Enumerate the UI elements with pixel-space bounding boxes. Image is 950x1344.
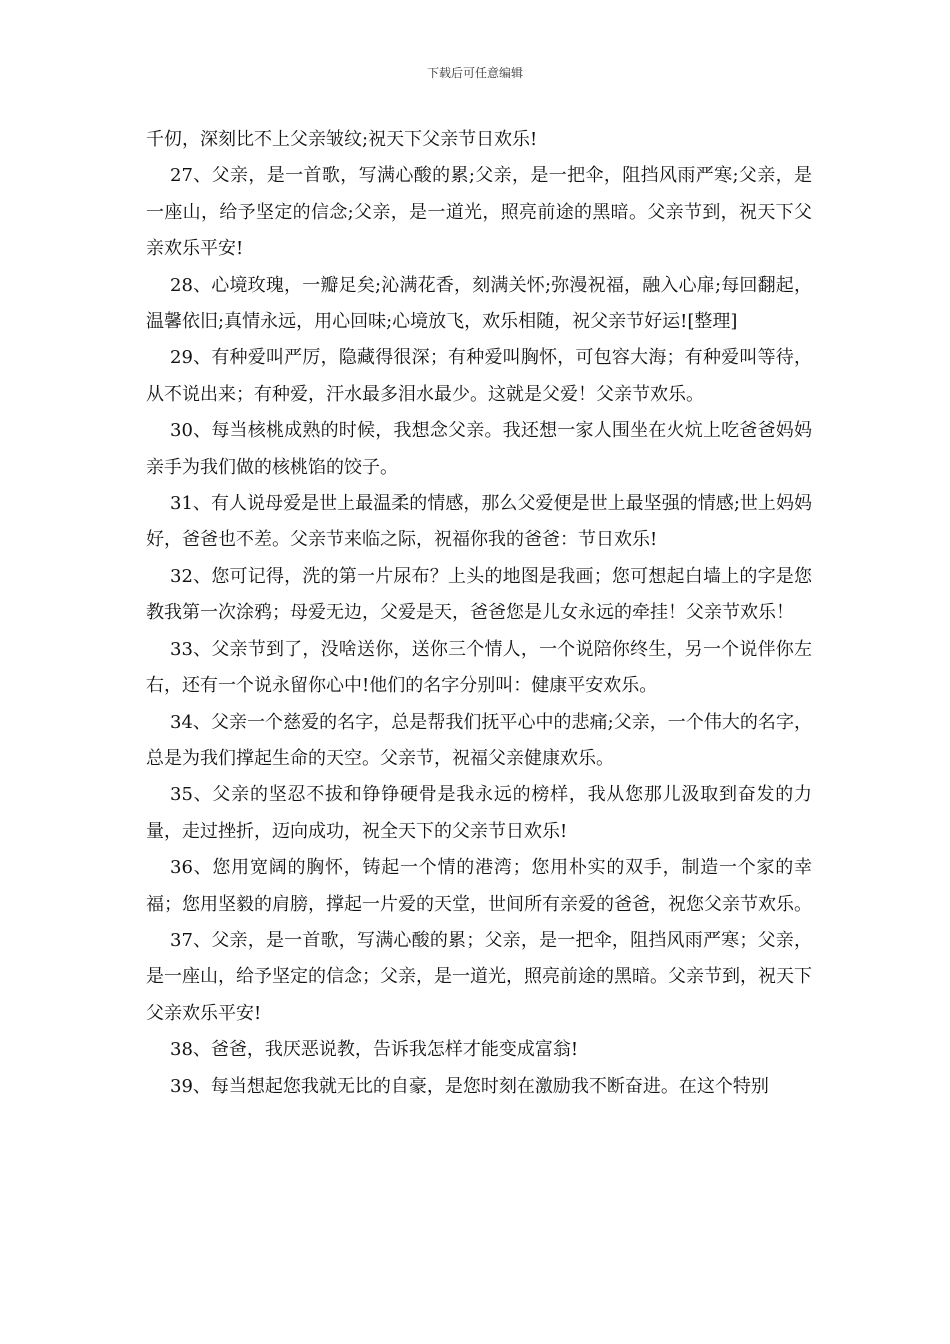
paragraph-30: 30、每当核桃成熟的时候，我想念父亲。我还想一家人围坐在火炕上吃爸爸妈妈亲手为我们做的核桃馅的饺子。: [146, 420, 812, 478]
paragraph-33: 33、父亲节到了，没啥送你，送你三个情人，一个说陪你终生，另一个说伴你左右，还有一个说永留你心中!他们的名字分别叫：健康平安欢乐。: [146, 638, 812, 697]
paragraph-39: 39、每当想起您我就无比的自豪，是您时刻在激励我不断奋进。在这个特别: [170, 1075, 769, 1097]
paragraph-32: 32、您可记得，洗的第一片尿布？上头的地图是我画；您可想起白墙上的字是您教我第一次涂鸦；母爱无边，父爱是天，爸爸您是儿女永远的牵挂！父亲节欢乐！: [146, 565, 812, 624]
paragraph-38: 38、爸爸，我厌恶说教，告诉我怎样才能变成富翁!: [170, 1039, 579, 1061]
page-header: 下载后可任意编辑: [426, 66, 523, 80]
paragraph-34: 34、父亲一个慈爱的名字，总是帮我们抚平心中的悲痛;父亲，一个伟大的名字，总是为我们撑起生命的天空。父亲节，祝福父亲健康欢乐。: [146, 711, 812, 769]
paragraph-28: 28、心境玫瑰，一瓣足矣;沁满花香，刻满关怀;弥漫祝福，融入心扉;每回翻起，温馨依旧;真情永远，用心回味;心境放飞，欢乐相随，祝父亲节好运![整理]: [146, 274, 812, 333]
paragraph-35: 35、父亲的坚忍不拔和铮铮硬骨是我永远的榜样，我从您那儿汲取到奋发的力量，走过挫折，迈向成功，祝全天下的父亲节日欢乐!: [146, 784, 812, 842]
paragraph-36: 36、您用宽阔的胸怀，铸起一个情的港湾；您用朴实的双手，制造一个家的幸福；您用坚毅的肩膀，撑起一片爱的天堂，世间所有亲爱的爸爸，祝您父亲节欢乐。: [146, 857, 812, 915]
paragraph-continued: 千仞，深刻比不上父亲皱纹;祝天下父亲节日欢乐!: [146, 129, 538, 150]
paragraph-31: 31、有人说母爱是世上最温柔的情感，那么父爱便是世上最坚强的情感;世上妈妈好，爸爸也不差。父亲节来临之际，祝福你我的爸爸：节日欢乐!: [146, 493, 812, 551]
document-body: [146, 122, 812, 1105]
paragraph-37: 37、父亲，是一首歌，写满心酸的累；父亲，是一把伞，阻挡风雨严寒；父亲，是一座山，给予坚定的信念；父亲，是一道光，照亮前途的黑暗。父亲节到，祝天下父亲欢乐平安!: [146, 929, 812, 1024]
paragraph-27: 27、父亲，是一首歌，写满心酸的累;父亲，是一把伞，阻挡风雨严寒;父亲，是一座山，给予坚定的信念;父亲，是一道光，照亮前途的黑暗。父亲节到，祝天下父亲欢乐平安!: [146, 165, 812, 260]
paragraph-29: 29、有种爱叫严厉，隐藏得很深；有种爱叫胸怀，可包容大海；有种爱叫等待，从不说出来；有种爱，汗水最多泪水最少。这就是父爱！父亲节欢乐。: [146, 347, 812, 405]
